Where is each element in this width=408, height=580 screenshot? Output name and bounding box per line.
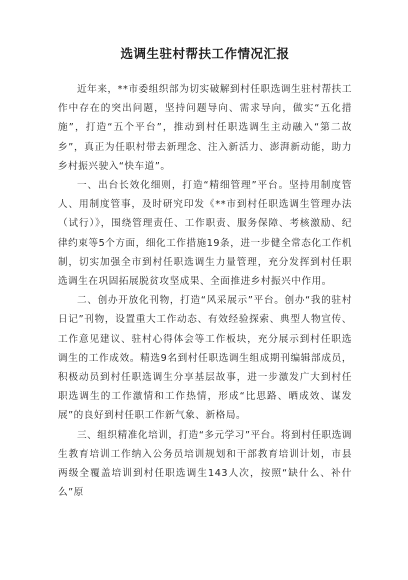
document-title: 选调生驻村帮扶工作情况汇报 xyxy=(120,46,290,61)
paragraph-section-1: 一、出台长效化细则，打造“精细管理”平台。坚持用制度管人、用制度管事，及时研究印发《**市到村任职选调生管理办法（试行）》，围绕管理责任、工作职责、服务保障、考核激励、纪律约束等5个方面，细化工作措施19条，进一步健全常态化工作机制，切实加强全市到村任职选调生力量管理，充分发挥到村任职选调生在巩固拓展脱贫攻坚成果、全面推进乡村振兴中作用。 xyxy=(58,180,352,288)
document-page xyxy=(58,44,352,502)
paragraph-section-2: 二、创办开放化刊物，打造“风采展示”平台。创办“我的驻村日记”刊物，设置重大工作动态、有效经验探索、典型人物宣传、工作意见建议、驻村心得体会等工作板块，充分展示到村任职选调生的工作成效。精选9名到村任职选调生组成期刊编辑部成员，积极动员到村任职选调生分享基层故事，进一步激发广大到村任职选调生的工作激情和工作热情，形成“比思路、晒成效、谋发展”的良好到村任职工作新气象、新格局。 xyxy=(58,295,352,422)
paragraph-section-3: 三、组织精准化培训，打造“多元学习”平台。将到村任职选调生教育培训工作纳入公务员培训规划和干部教育培训计划，市县两级全覆盖培训到村任职选调生143人次，按照“缺什么、补什么”原 xyxy=(58,429,352,499)
paragraph-intro: 近年来，**市委组织部为切实破解到村任职选调生驻村帮扶工作中存在的突出问题，坚持问题导向、需求导向，做实“五化措施”，打造“五个平台”，推动到村任职选调生主动融入“第二故乡”，真正为任职村带去新理念、注入新活力、澎湃新动能，助力乡村振兴驶入“快车道”。 xyxy=(58,84,352,172)
